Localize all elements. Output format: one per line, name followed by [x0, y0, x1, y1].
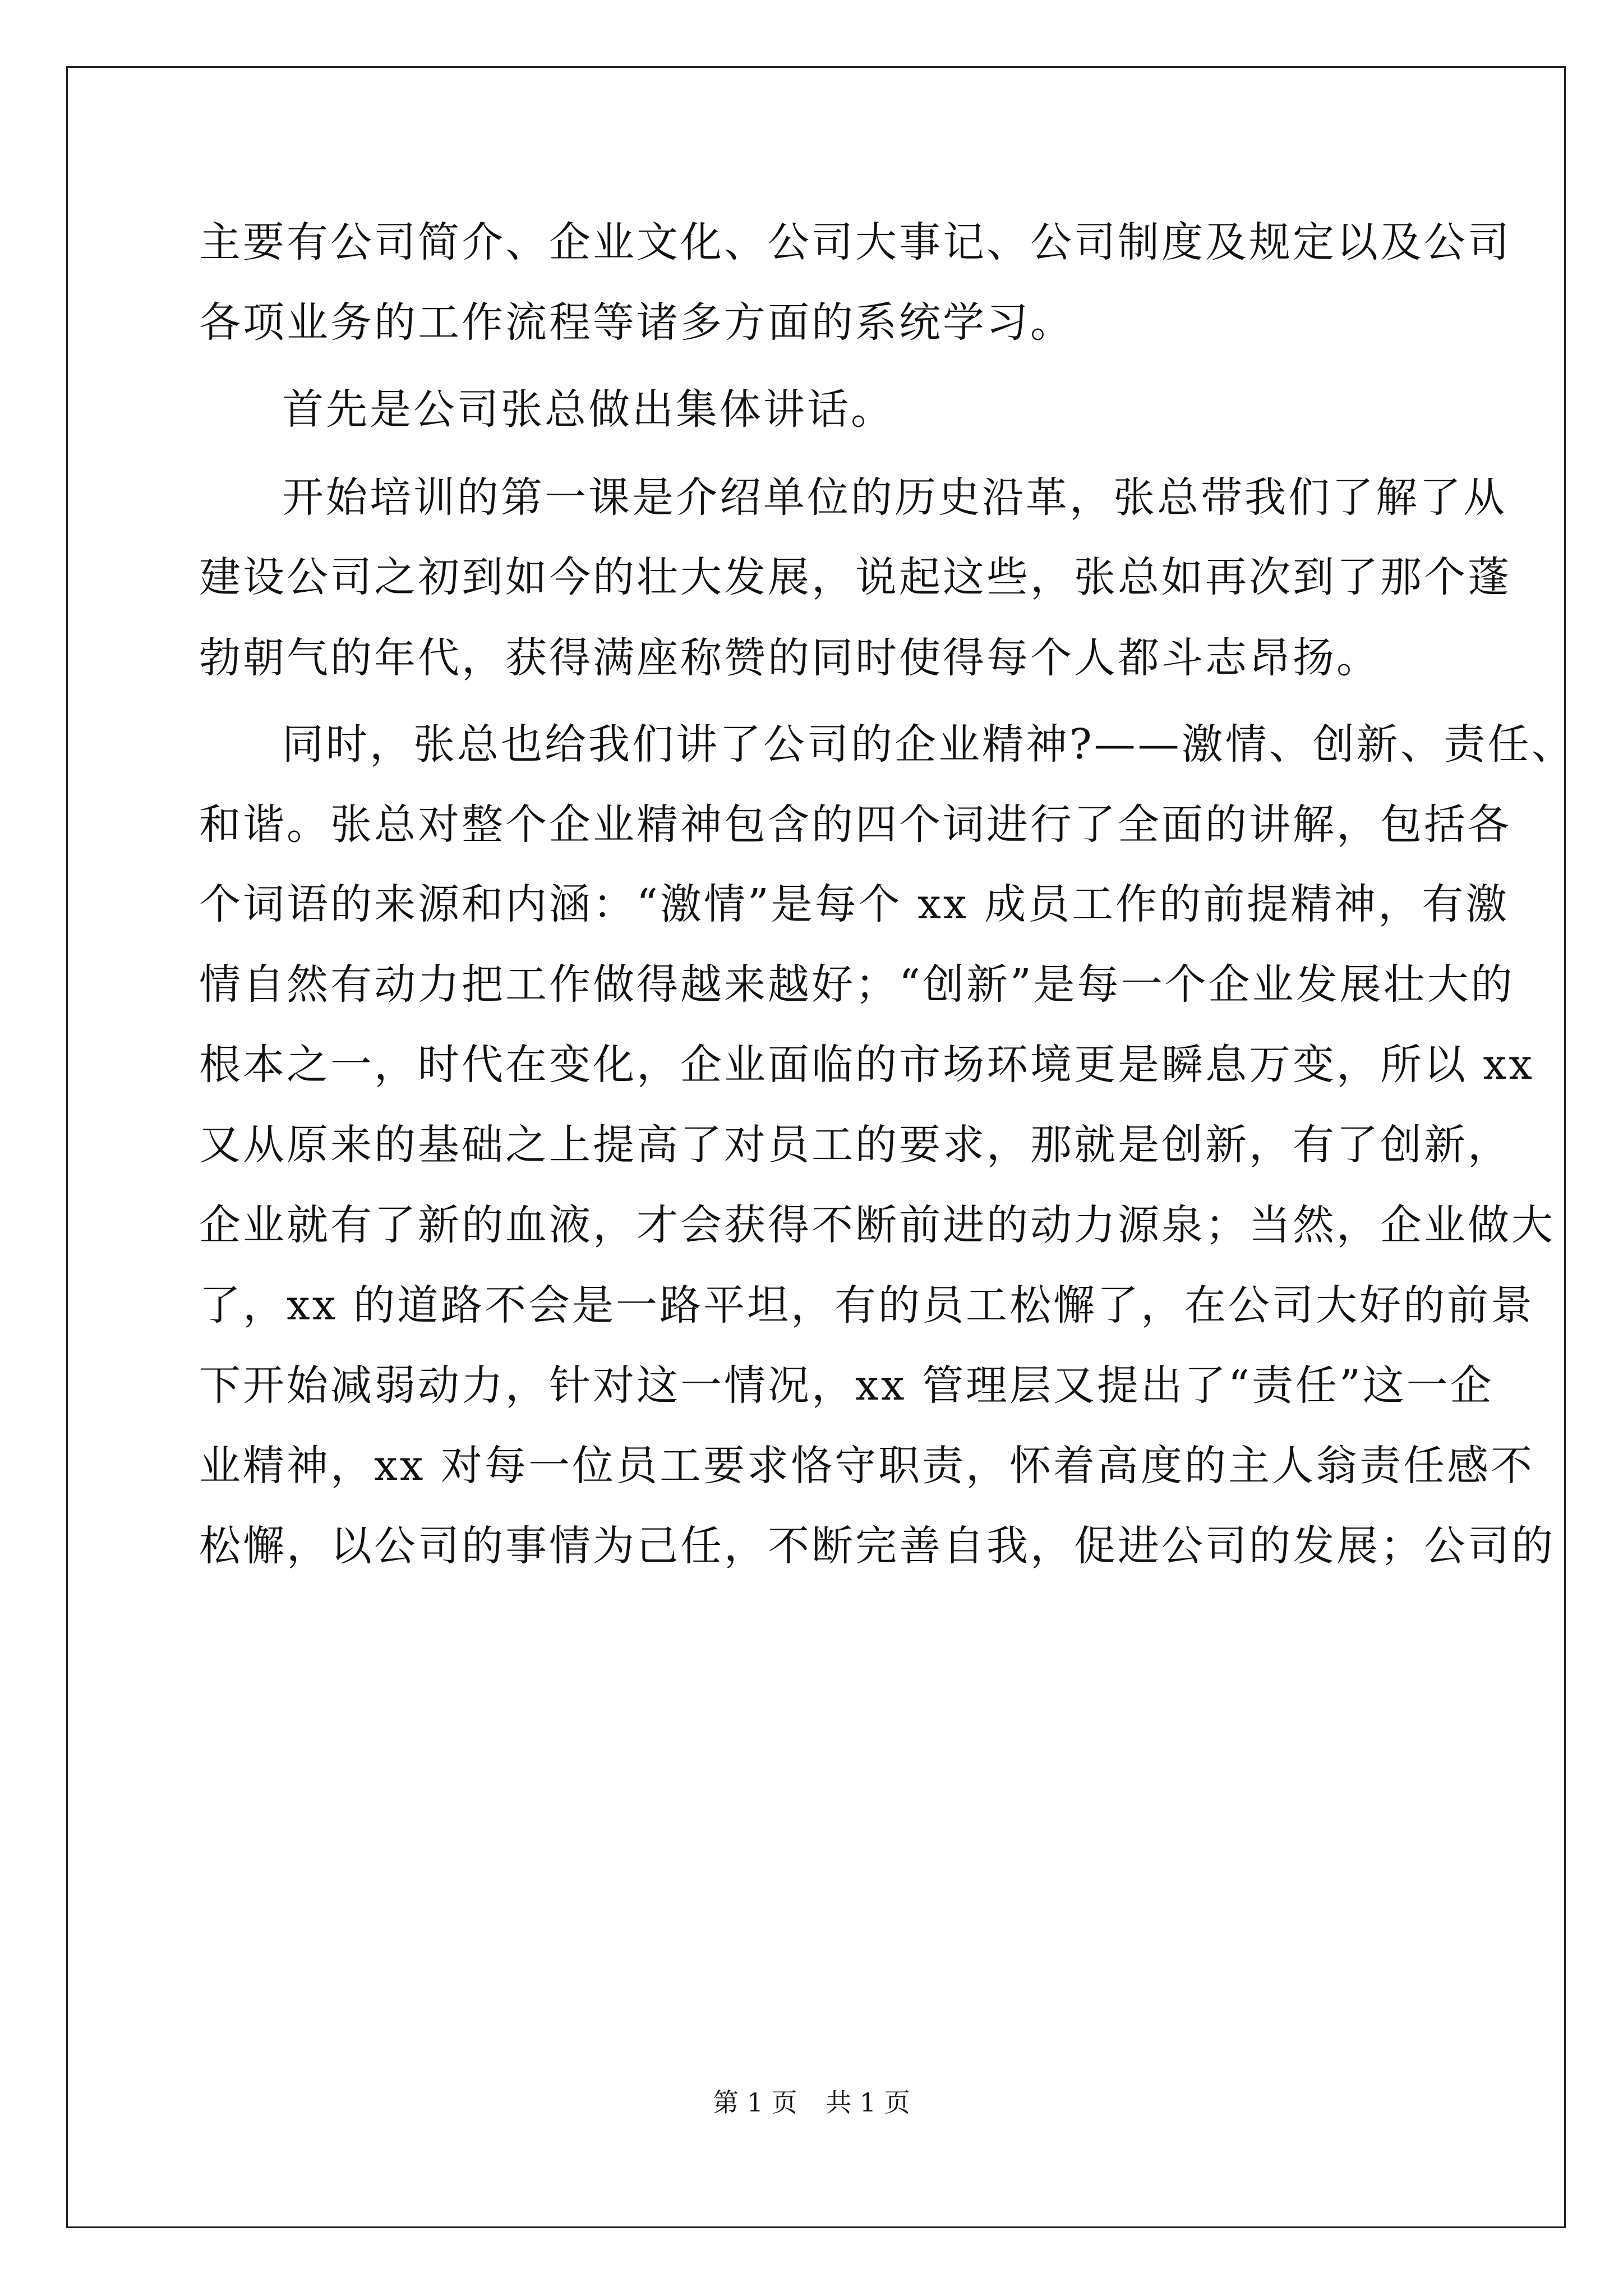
- text-line: 和谐。张总对整个企业精神包含的四个词进行了全面的讲解，包括各: [199, 800, 1511, 849]
- page-total: 共 1 页: [826, 2087, 910, 2118]
- text-line: 勃朝气的年代，获得满座称赞的同时使得每个人都斗志昂扬。: [199, 634, 1380, 682]
- page-footer: [0, 2086, 1623, 2119]
- paragraph-first-line: 首先是公司张总做出集体讲话。: [282, 385, 895, 434]
- text-line: 又从原来的基础之上提高了对员工的要求，那就是创新，有了创新，: [199, 1121, 1511, 1169]
- text-line: 各项业务的工作流程等诸多方面的系统学习。: [199, 298, 1074, 347]
- text-line: 建设公司之初到如今的壮大发展，说起这些，张总如再次到了那个蓬: [199, 553, 1511, 601]
- paragraph-first-line: 同时，张总也给我们讲了公司的企业精神?——激情、创新、责任、: [282, 720, 1575, 769]
- text-line: 了，xx 的道路不会是一路平坦，有的员工松懈了，在公司大好的前景: [199, 1281, 1534, 1329]
- text-line: 下开始减弱动力，针对这一情况，xx 管理层又提出了“责任”这一企: [199, 1361, 1494, 1410]
- text-line: 主要有公司简介、企业文化、公司大事记、公司制度及规定以及公司: [199, 218, 1511, 266]
- text-line: 企业就有了新的血液，才会获得不断前进的动力源泉；当然，企业做大: [199, 1201, 1555, 1249]
- text-line: 根本之一，时代在变化，企业面临的市场环境更是瞬息万变，所以 xx: [199, 1041, 1534, 1089]
- text-line: 情自然有动力把工作做得越来越好；“创新”是每一个企业发展壮大的: [199, 960, 1515, 1009]
- text-line: 松懈，以公司的事情为己任，不断完善自我，促进公司的发展；公司的: [199, 1522, 1555, 1570]
- text-line: 业精神，xx 对每一位员工要求恪守职责，怀着高度的主人翁责任感不: [199, 1442, 1534, 1490]
- page-number: 第 1 页: [713, 2087, 797, 2118]
- text-line: 个词语的来源和内涵：“激情”是每个 xx 成员工作的前提精神，有激: [199, 880, 1510, 928]
- paragraph-first-line: 开始培训的第一课是介绍单位的历史沿革，张总带我们了解了从: [282, 473, 1507, 522]
